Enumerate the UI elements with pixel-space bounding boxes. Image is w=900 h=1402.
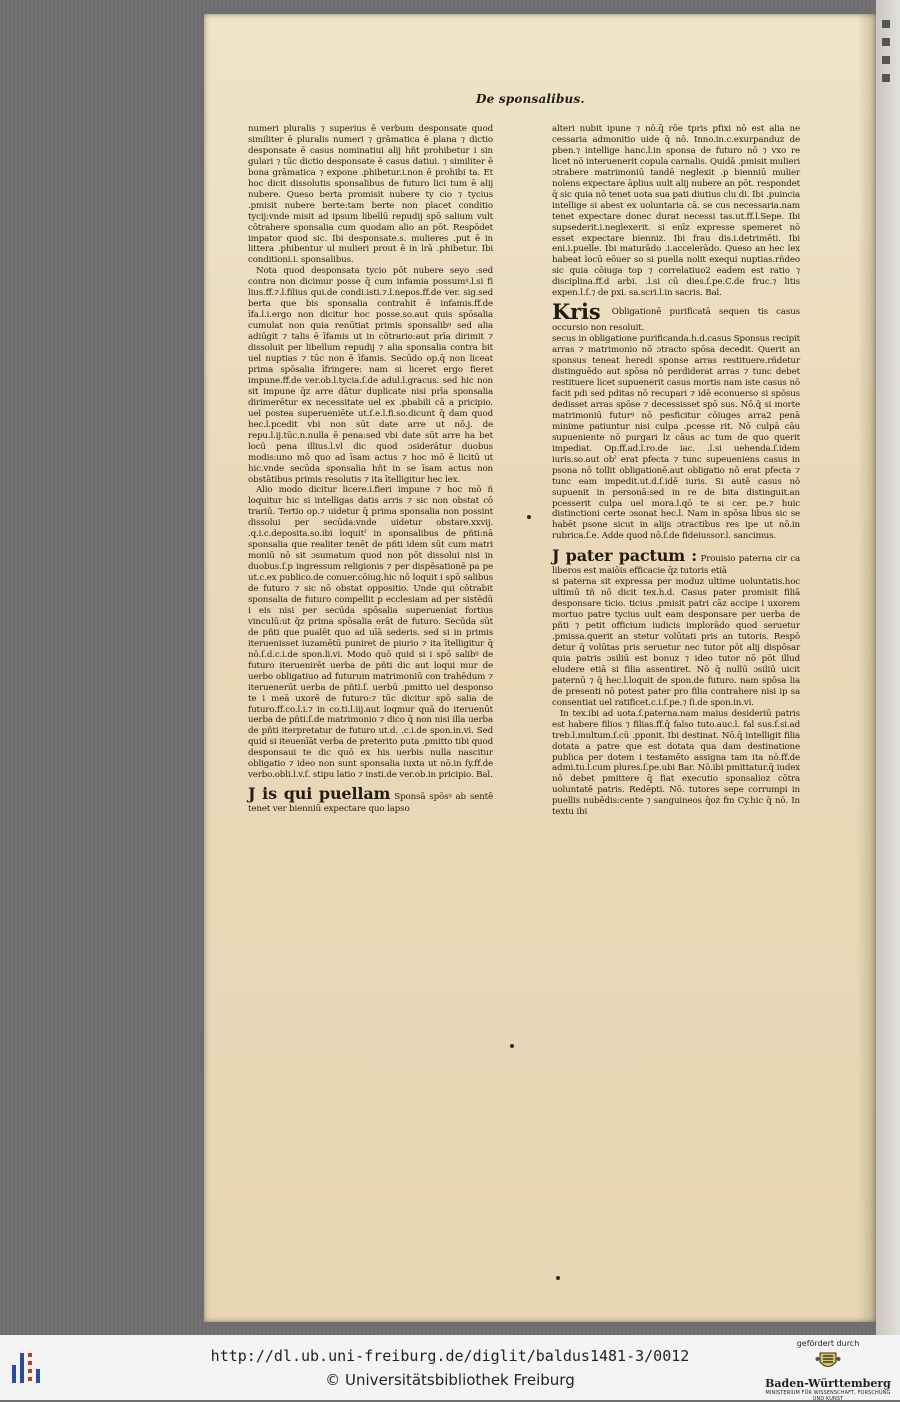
center-dot-mark (527, 515, 531, 519)
left-section-heading: J is qui puellam (248, 784, 391, 804)
right-paragraph-3: si paterna sit expressa per moduz ultime uoluntatis.hoc ultimū tñ nō dicit tex.h.d. Casus pater promisit filiā desponsare ticio. ticius .pmisit patri cāz accipe i uxorem mortuo patre tycius uult eam desponsare per uerba de pñti ⁊ petit officium iudicis implorādo quod seruetur .pmissa.querit an stetur volūtati pris an tutoris. Respō detur q̄ volūtas pris seruetur nec tutor pōt alij dispōsar quia patris ɔsiliū est bonuz ⁊ ideo tutor nō pōt illud eludere etiā si filia assentiret. Nō q̄ nullū ɔsiliū uicit paternū ⁊ q̄ hec.l.loquit de spon.de futuro. nam spōsa lia de presenti nō potest pater pro filia contrahere nisi ip sa consentiat uel ratificet.c.i.ſ.pe.⁊ ſi.de spon.in.vi. (552, 577, 800, 708)
copyright-notice: © Universitätsbibliothek Freiburg (325, 1371, 575, 1389)
page-fold-shadow (858, 14, 876, 1322)
baden-wuerttemberg-crest-icon (815, 1350, 841, 1372)
left-text-column (248, 124, 493, 815)
left-paragraph-3: Alio modo dicitur licere.i.fieri impune ⁊ hoc mō ñ loquitur hic si intelligas datis arris ⁊ sic non obstat cō trariū. Tertio op.⁊ uidetur q̄ prima sponsalia non possint dissolui per secūda:vnde uidetur obstare.xxvij. .q.i.c.deposita.so.ibi loquitˀ in sponsalibus de pñti:nā sponsalia que realiter tenēt de pñti idem sūt cum matri moniū nō sit ɔsumatum quod non pōt dissolui nisi in duobus.ſ.p ingressum religionis ⁊ per dispēsationē pa pe ut.c.ex publico.de conuer.cōiug.hic nō loquit i spō salibus de futuro ⁊ sic nō obstat oppositio. Unde qui cōtrabit sponsalia de futuro compellit p ecclesiam ad per sistēdū i eis nisi per secūda spōsalia superueniat fortius vinculū:ut q̄z prima spōsalia erāt de futuro. Secūda sūt de pñti que pualēt quo ad uīā sederis. sed si in primis iteruenisset iuzamētū puniret de piurio ⁊ ita ītelligitur q̄ nō.ſ.d.c.i.de spon.li.vi. Modo quō quid si i spō salibꝰ de futuro iteruenirēt uerba de pñti dic aut loqui mur de uerbo obligatiuo ad futurum matrimoniū con trahēdum ⁊ iteruenerūt uerba de pñti.ſ. uerbū .pmitto uel desponso te i meā uxorē de futuro:⁊ tūc dicitur spō salia de futuro.ff.co.l.i.⁊ in co.ti.l.iij.aut loqmur quā do iteruenūt uerba de pñti.ſ.de matrimonio ⁊ dico q̄ non nisi illa uerba de pñti iterpretatur de futuro ut.d. .c.i.de spon.in.vi. Sed quid si iteuenīāt verba de preterito puta .pmitto tibi quod desponsaui te dic quō ex his uerbis nulla nascitur obligatio ⁊ ideo non sunt sponsalia iuxta ut nō.in ſy.ff.de verbo.obli.l.v.ſ. stipu latio ⁊ insti.de ver.ob.in pricipio. Bal. (248, 485, 493, 781)
left-paragraph-2: Nota quod desponsata tycio pōt nubere seyo :sed contra non dicimur posse q̄ cum infamia possumꝰ.l.si fi lius.ff.⁊.l.filius qui.de condi.isti.⁊.l.nepos.ff.de ver. sig.sed berta que bis sponsalia contrahit ē infamis.ff.de īfa.l.i.ergo non dicitur hoc posse.so.aut quis spōsalia cumulat non quia renūtiat primis sponsalibꝰ sed alia adiūgit ⁊ talis ē īfamis ut in cōtrario:aut prīa dirimit ⁊ dissoluit per libellum repudij ⁊ alia sponsalia contra bit uel nuptias ⁊ tūc non ē īfamis. Secūdo op.q̄ non liceat prima spōsalia īfringere: nam si liceret ergo fieret impune.ff.de ver.ob.l.tycia.ſ.de adul.l.gracus. sed hic non sit impune q̄z arre dātur duplicate nisi prīa sponsalia dirimerētur ex necessitate uel ex .pbabili cā a pricipio. uel postea superueniēte ut.ſ.e.l.fi.so.dicunt q̄ dam quod hec.l.pcedit vbi non sūt date arre ut nō.j. de repu.l.ij.tūc.n.nulla ē pena:sed vbi date sūt arre ha bet locū pena illius.l.vl dic quod ɔsiderātur duobus modis:uno mō quo ad īsam actus ⁊ hoc mō ē licitū ut hic.vnde secūda sponsalia hñt in se īsam actus non obstātibus primis resolutis ⁊ ita ītelligitur hec lex. (248, 266, 493, 485)
left-paragraph-1: numeri pluralis ⁊ superius ē verbum desponsate quod similiter ē pluralis numeri ⁊ grāmatica ē plana ⁊ dictio desponsate ē casus nominatiui alij hñt prohibetur i sin gulari ⁊ tūc dictio desponsate ē casus datiui. ⁊ similiter ē bona grāmatica ⁊ expone .phibetur.i.non ē prohibi ta. Et hoc dicit dissolutis sponsalibus de futuro lici tum ē alij nubere. Queso berta promisit nubere ty cio ⁊ tycius .pmisit nubere berte:tam berte non placet conditio tycij:vnde misit ad ipsum libellū repudij spō salium vult cōtrahere sponsalia cum quodam alio an pōt. Respōdet impator quod sic. Ibi desponsate.s. mulieres .put ē in littera .phibentur ul mulieri prout ē in lrā .phibetur. Ibi conditioni.i. sponsalibus. (248, 124, 493, 266)
viewer-footer (0, 1335, 900, 1400)
right-paragraph-2: secus in obligatione purificanda.h.d.casus Sponsus recipit arras ⁊ matrimonio nō ɔtracto spōsa decedit. Querit an sponsus teneat heredi sponse arras restituere.rñdetur distinguēdo aut spōsa nō perdiderat arras ⁊ tunc debet restituere licet supuenerit casus mortis nam iste casus nō facit pdi sed pditas nō recupari ⁊ idē econuerso si spōsus dedisset arras spōse ⁊ decessisset spō sus. Nō.q̄ si morte matrimoniū futurꝰ nō pesficitur cōiuges arra2 penā minime patiuntur nisi culpa .pcesse rit. Nō culpā cāu supueniente nō purgari lz cāus ac tum de quo querit impediat. Op.ff.ad.l.ro.de iac. .l.si uehenda.ſ.idem iuris.so.aut obˀ erat pfecta ⁊ tunc supeueniens casus in psona nō tollit obligationē.aut obligatio nō erat pfecta ⁊ tunc eam impedit.ut.d.ſ.idē iuris. Si autē casus nō supuenit in personā:sed in re de bita distinguit.an pcesserit culpa uel mora.l.qō te si cer. pe.⁊ huic distinctioni certe ɔsonat hec.l. Nam in spōsa libus sic se habēt psone sicut in alijs ɔtractibus res ipe ut nō.in rubrica.ſ.e. Adde quod nō.ſ.de fideiussor.l. sancimus. (552, 334, 800, 542)
right-section-2-heading-block (552, 546, 800, 577)
left-heading-tail: Sponsā spōsꝰ ab sentē tenet ver bienniū expectare quo lapso (248, 792, 493, 815)
right-paragraph-1: alteri nubit ipune ⁊ nō.q̄ rōe tpris pfixi nō est alia ne cessaria admonitio uide q̄ nō. Inno.in.c.exurpanduz de pben.⁊ intellige hanc.l.in sponsa de futuro nō ⁊ vxo re licet nō interuenerit copula carnalis. Quidā .pmisit mulieri ɔtrabere matrimoniū tandē neglexit .p bienniū mulier nolens expectare āplius uult alij nubere an pōt. respondet q̄ sic quia nō tenet uota sua pati diutius clu di. Ibi .puincia intellige si abest ex uoluntaria cā. se cus necessaria.nam tenet expectare donec durat necessi tas.ut.ff.l.Sepe. Ibi supsederit.i.neglexerit. si enīz expresse spemeret nō esset expectare bienniz. Ibi frau dis.i.detrimēti. Ibi eni.i.puelle. Ibi maturādo .i.accelerādo. Queso an hec lex habeat locū eōuer so si puella nolit exequi nuptias.rñdeo sic quia cōiuga top ⁊ correlatiuo2 eadem est ratio ⁊ disciplina.ff.d arbi. .l.si cū dies.ſ.pe.C.de fruc.⁊ litis expen.l.ſ.⁊ de pxi. sa.scri.l.in sacris. Bal. (552, 124, 800, 299)
sponsor-caption: gefördert durch (796, 1339, 860, 1348)
right-paragraph-4: In tex.ibi ad uota.ſ.paterna.nam maius desideriū patris est habere filios ⁊ filias.ff.q̄ falso tuto.auc.l. fal sus.ſ.si.ad treb.l.multum.ſ.cū .pponit. Ibi destinat. Nō.q̄ intelligit filia dotata a patre que est dotata qua dam destinatione publica per dotem i testamēto assigna tam ita nō.ff.de admi.tu.l.cum plures.ſ.pe.ubi Bar. Nō.ibi pmittatur.q̄ iudex nō debet pmittere q̄ fiat executio sponsalioz cōtra uoluntatē patris. Redēpti. Nō. tutores sepe corrumpi in puellis nubēdis:cente ⁊ sanguineos q̄oz fm Cy.hic q̄ nō. In textu ibi (552, 708, 800, 818)
left-section-heading-block (248, 784, 493, 815)
right-section-2-heading: J pater pactum : (552, 546, 698, 566)
running-head: De sponsalibus. (476, 92, 585, 106)
right-section-1-heading-block (552, 301, 800, 334)
sponsor-block (760, 1339, 896, 1402)
right-section-2-summary: Prouisio paterna cir ca liberos est maiōis efficacie q̄z tutoris etiā (552, 554, 801, 577)
right-section-1-initial: Kris (552, 299, 601, 325)
right-text-column (552, 124, 800, 818)
sponsor-name: Baden-Württemberg (765, 1377, 891, 1390)
color-calibration-strip (876, 0, 900, 1335)
side-dot-mark (510, 1044, 514, 1048)
sponsor-ministry: MINISTERIUM FÜR WISSENSCHAFT, FORSCHUNG UND KUNST (765, 1390, 891, 1402)
right-section-1-summary: Obligationē purificatā sequen tis casus occursio non resoluit. (552, 307, 800, 334)
document-url-link[interactable]: http://dl.ub.uni-freiburg.de/diglit/baldus1481-3/0012 (210, 1347, 690, 1365)
bottom-dot-mark (556, 1276, 560, 1280)
